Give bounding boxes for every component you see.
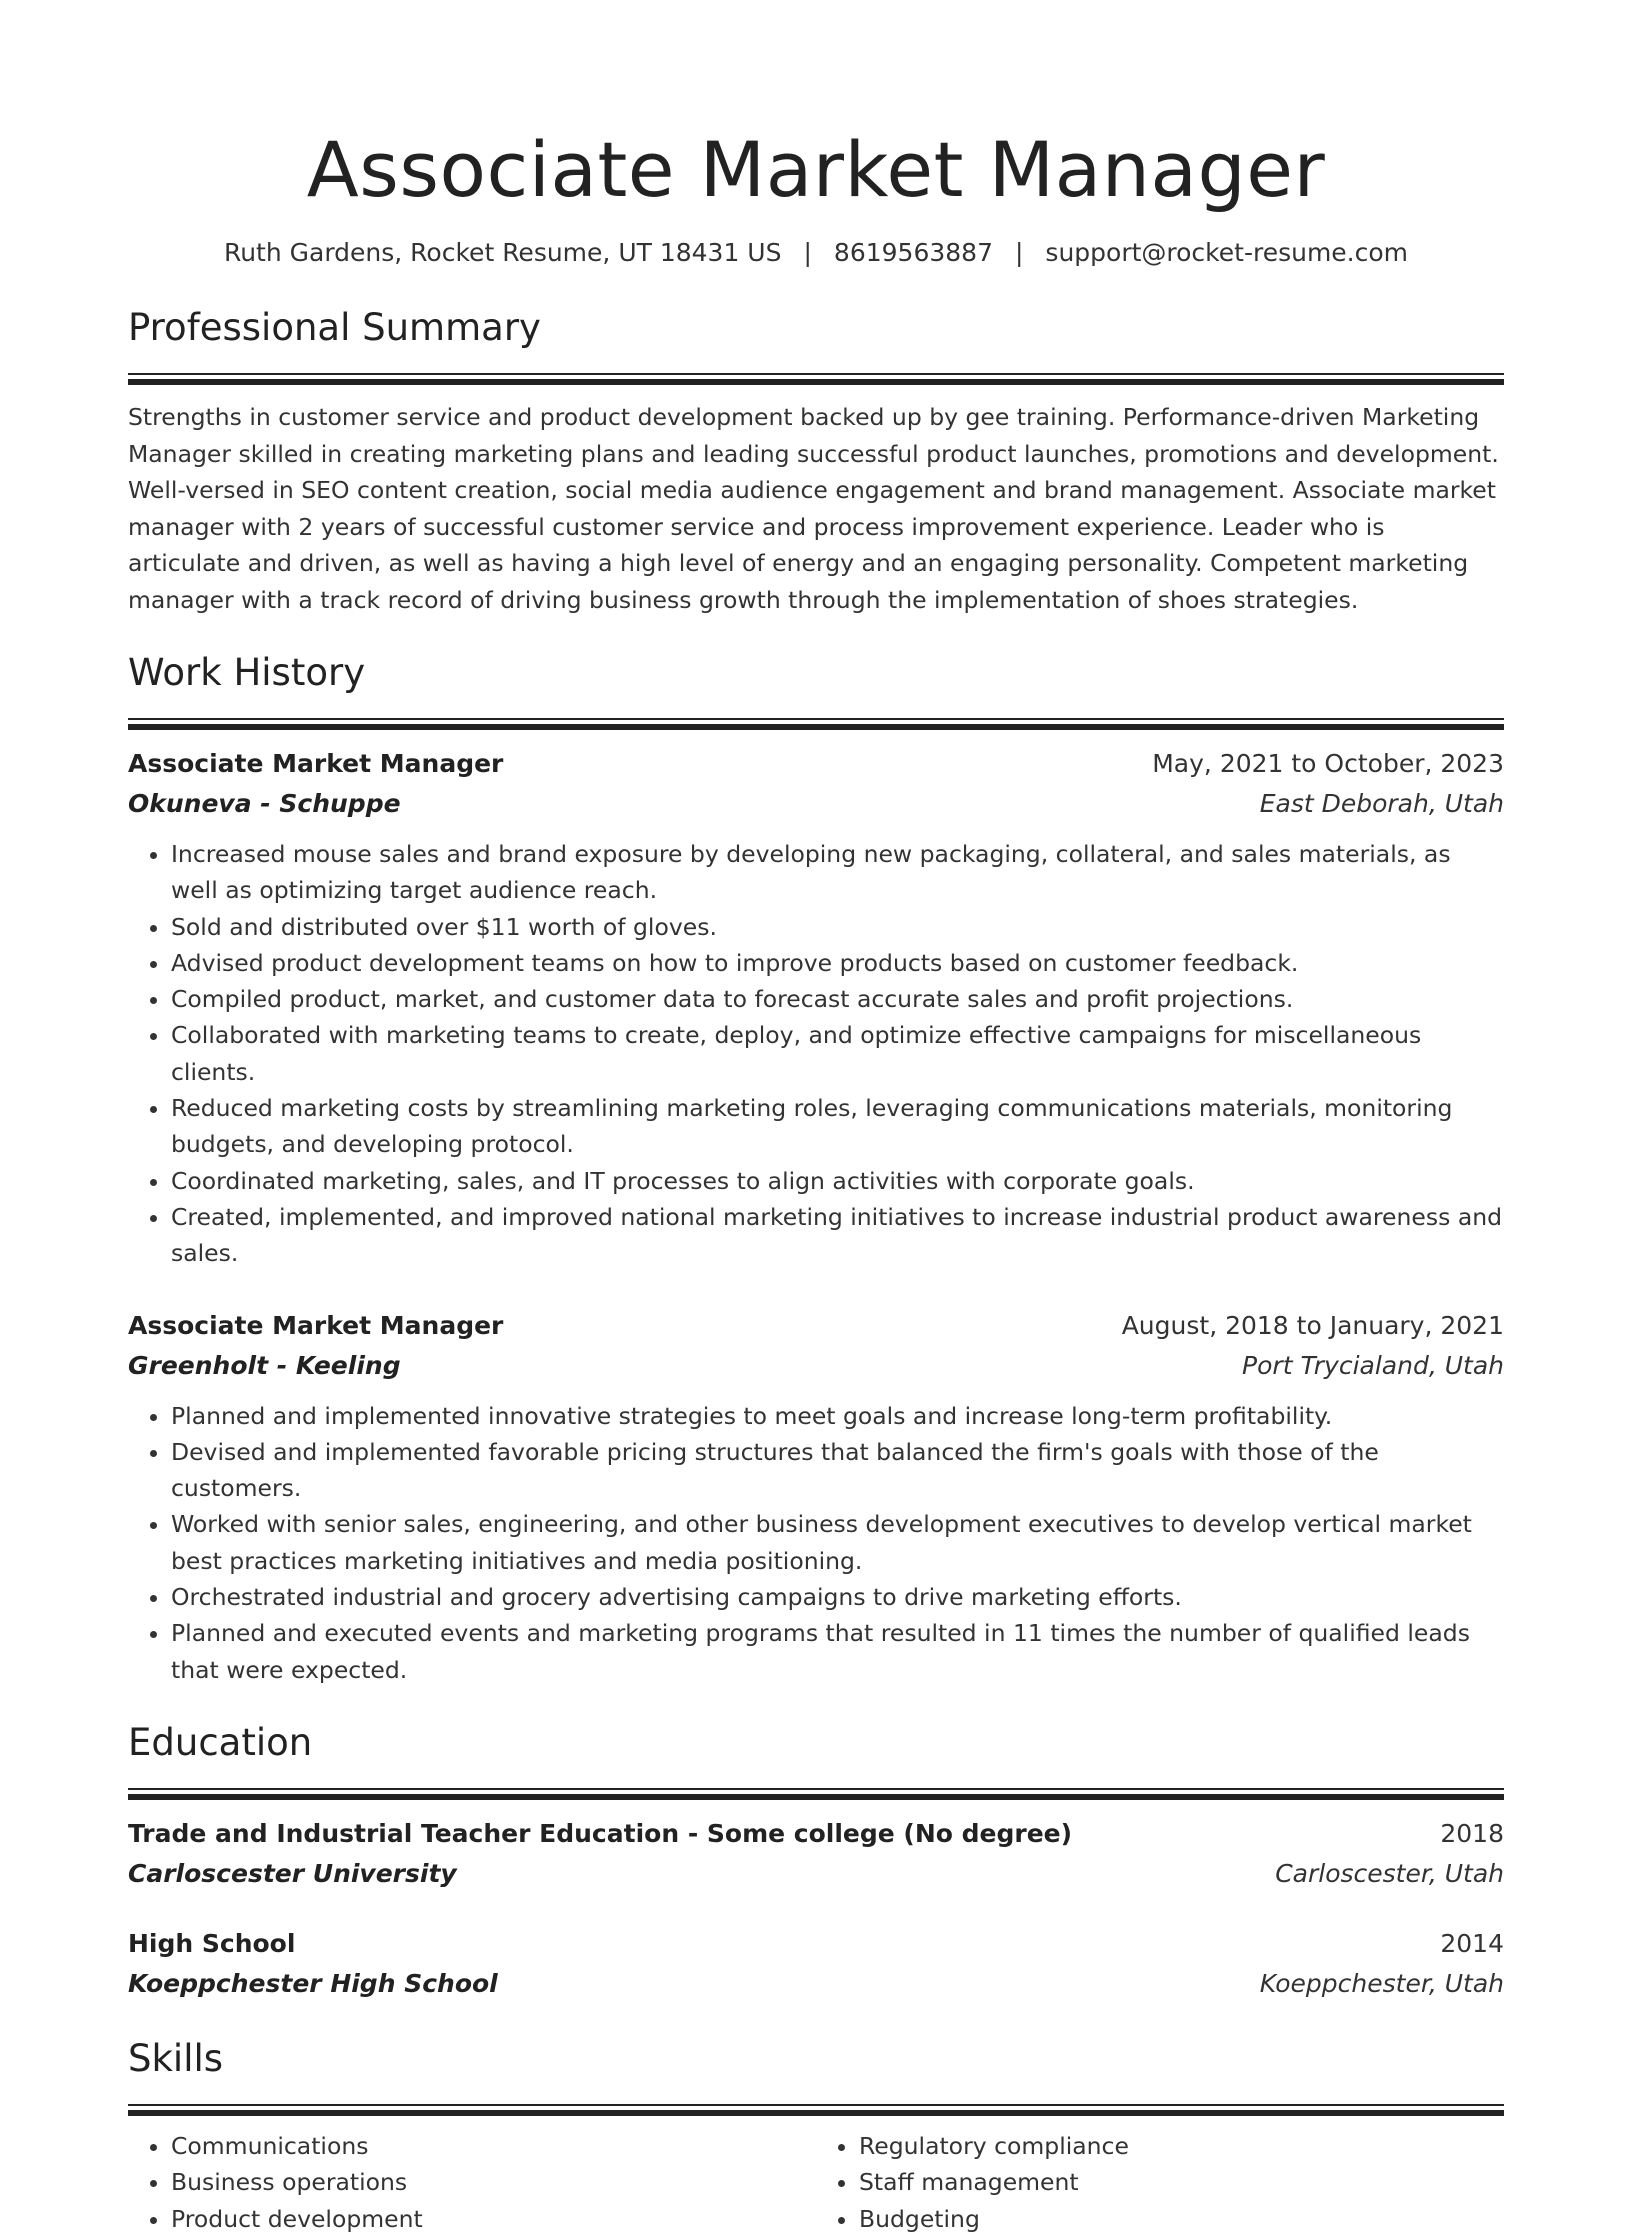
list-item: • Reduced marketing costs by streamlining marketing roles, leveraging communications materials, monitoring budgets, and developing protocol. — [171, 1090, 1504, 1163]
list-item: • Worked with senior sales, engineering, and other business development executives to develop vertical market best practices marketing initiatives and media positioning. — [171, 1506, 1504, 1579]
skills-section-header — [128, 2034, 1504, 2116]
education-entry — [128, 1924, 1504, 2004]
job-dates: August, 2018 to January, 2021 — [1121, 1310, 1504, 1340]
education-entry — [128, 1814, 1504, 1894]
education-location: Carloscester, Utah — [1275, 1858, 1504, 1888]
job-location: Port Trycialand, Utah — [1242, 1350, 1504, 1380]
job-title: Associate Market Manager — [128, 749, 504, 778]
skill-item: • Product development — [171, 2201, 816, 2237]
education-degree: High School — [128, 1928, 296, 1958]
section-title-work: Work History — [128, 651, 366, 694]
job-location: East Deborah, Utah — [1259, 789, 1504, 818]
skill-item: • Budgeting — [859, 2201, 1504, 2237]
contact-separator: | — [1014, 238, 1024, 267]
education-year: 2014 — [1440, 1928, 1504, 1958]
list-item: • Compiled product, market, and customer data to forecast accurate sales and profit projections. — [171, 981, 1504, 1017]
list-item: • Sold and distributed over $11 worth of gloves. — [171, 909, 1504, 945]
job-dates: May, 2021 to October, 2023 — [1152, 749, 1504, 778]
education-school: Koeppchester High School — [128, 1968, 498, 1998]
job-entry — [128, 1306, 1504, 1688]
job-bullets — [128, 836, 1504, 1272]
skills-list — [128, 2128, 1504, 2237]
contact-separator: | — [803, 238, 812, 267]
resume-page — [128, 0, 1504, 2237]
skill-item: • Communications — [171, 2128, 816, 2164]
skills-column-right — [816, 2128, 1504, 2237]
list-item: • Planned and executed events and marketing programs that resulted in 11 times the number of qualified leads that were expected. — [171, 1615, 1504, 1688]
summary-text: Strengths in customer service and product development backed up by gee training. Performance-driven Marketing Manager skilled in creating marketing plans and leading successful product launches, promotions and development. Well-versed in SEO content creation, social media audience engagement and brand management. Associate market manager with 2 years of successful customer service and process improvement experience. Leader who is articulate and driven, as well as having a high level of energy and an engaging personality. Competent marketing manager with a track record of driving business growth through the implementation of shoes strategies. — [128, 403, 1499, 614]
list-item: • Collaborated with marketing teams to create, deploy, and optimize effective campaigns for miscellaneous clients. — [171, 1017, 1504, 1090]
skills-column-left — [128, 2128, 816, 2237]
work-section-header — [128, 648, 1504, 730]
section-divider — [128, 373, 1504, 385]
section-title-education: Education — [128, 1720, 313, 1764]
education-section-header — [128, 1718, 1504, 1800]
section-title-skills: Skills — [128, 2036, 224, 2080]
summary-section-header — [128, 303, 1504, 385]
section-title-summary: Professional Summary — [128, 306, 541, 349]
skill-item: • Regulatory compliance — [859, 2128, 1504, 2164]
list-item: • Devised and implemented favorable pricing structures that balanced the firm's goals with those of the customers. — [171, 1434, 1504, 1507]
job-bullets — [128, 1398, 1504, 1688]
contact-phone: 8619563887 — [833, 238, 993, 267]
page-title: Associate Market Manager — [306, 125, 1326, 214]
contact-line — [128, 233, 1504, 273]
list-item: • Coordinated marketing, sales, and IT processes to align activities with corporate goals. — [171, 1163, 1504, 1199]
job-company: Okuneva - Schuppe — [128, 789, 401, 818]
list-item: • Advised product development teams on how to improve products based on customer feedback. — [171, 945, 1504, 981]
education-location: Koeppchester, Utah — [1259, 1968, 1504, 1998]
contact-address: Ruth Gardens, Rocket Resume, UT 18431 US — [223, 238, 782, 267]
list-item: • Orchestrated industrial and grocery advertising campaigns to drive marketing efforts. — [171, 1579, 1504, 1615]
education-degree: Trade and Industrial Teacher Education - Some college (No degree) — [128, 1818, 1073, 1848]
section-divider — [128, 1788, 1504, 1800]
section-divider — [128, 2104, 1504, 2116]
list-item: • Planned and implemented innovative strategies to meet goals and increase long-term profitability. — [171, 1398, 1504, 1434]
job-entry — [128, 744, 1504, 1272]
education-year: 2018 — [1440, 1818, 1504, 1848]
contact-email: support@rocket-resume.com — [1045, 238, 1409, 267]
education-school: Carloscester University — [128, 1858, 457, 1888]
skill-item: • Staff management — [859, 2164, 1504, 2200]
skill-item: • Business operations — [171, 2164, 816, 2200]
job-company: Greenholt - Keeling — [128, 1350, 401, 1380]
job-title: Associate Market Manager — [128, 1310, 504, 1340]
list-item: • Increased mouse sales and brand exposure by developing new packaging, collateral, and sales materials, as well as optimizing target audience reach. — [171, 836, 1504, 909]
section-divider — [128, 718, 1504, 730]
list-item: • Created, implemented, and improved national marketing initiatives to increase industrial product awareness and sales. — [171, 1199, 1504, 1272]
